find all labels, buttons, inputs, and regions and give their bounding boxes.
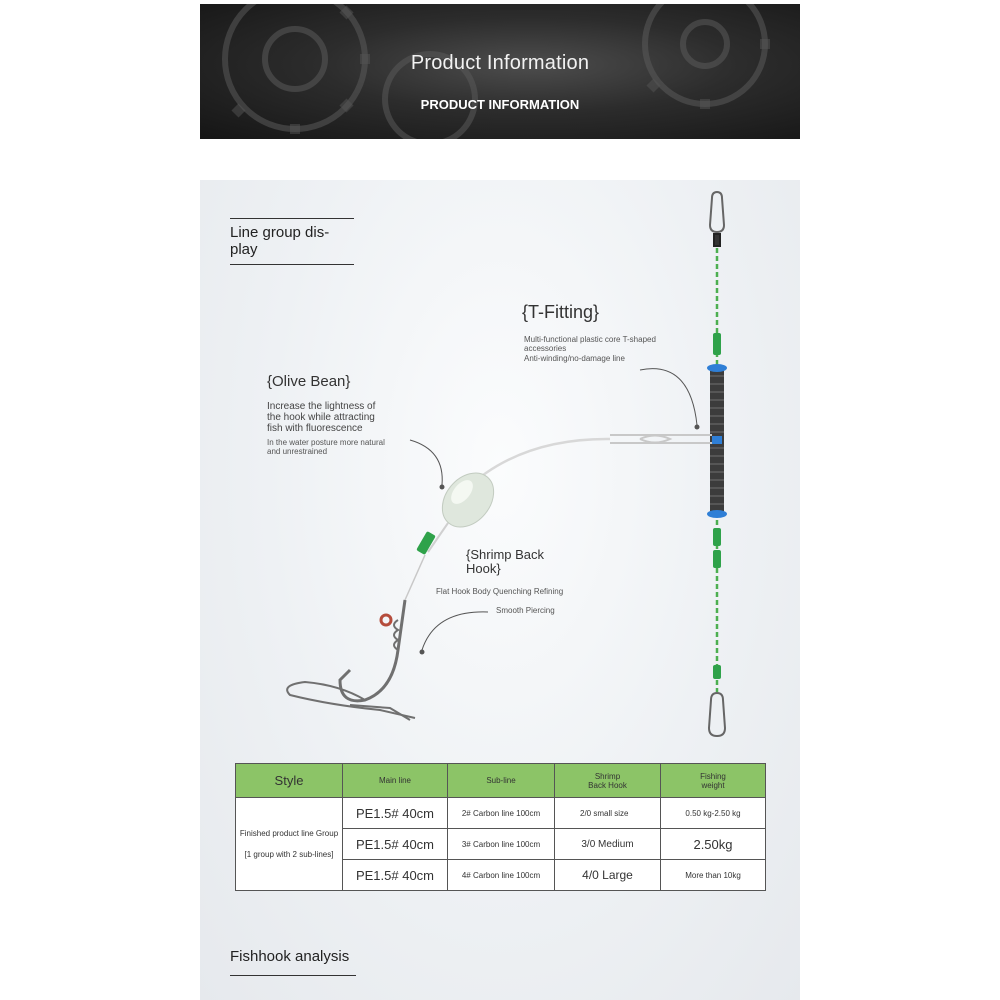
- t-fitting-desc-2: Anti-winding/no-damage line: [524, 354, 625, 363]
- header-main-line: Main line: [343, 764, 448, 798]
- t-fitting-arm: [610, 435, 712, 443]
- section-title-line-group: Line group dis- play: [230, 224, 330, 258]
- section-heading-line-group: [230, 218, 354, 265]
- cell-hook: 3/0 Medium: [555, 829, 661, 860]
- top-snap-swivel: [710, 192, 724, 246]
- table-header-row: [236, 764, 766, 798]
- section-heading-fishhook: [230, 945, 360, 976]
- cell-main-line: PE1.5# 40cm: [343, 860, 448, 891]
- hook-ring: [381, 615, 391, 625]
- heading-rule-bottom: [230, 975, 356, 976]
- cell-main-line: PE1.5# 40cm: [343, 829, 448, 860]
- shrimp-back-hook: [287, 600, 415, 720]
- header-sub-line: Sub-line: [448, 764, 555, 798]
- float-sleeve: [416, 531, 436, 555]
- cell-hook: 4/0 Large: [555, 860, 661, 891]
- t-fitting-coil: [707, 364, 727, 518]
- shrimp-hook-desc-2: Smooth Piercing: [496, 606, 555, 615]
- style-cell-line-2: [1 group with 2 sub-lines]: [244, 850, 334, 859]
- banner: [200, 4, 800, 139]
- product-panel: [200, 180, 800, 1000]
- olive-bean-float: [432, 463, 504, 537]
- banner-subtitle: PRODUCT INFORMATION: [420, 97, 580, 112]
- cell-weight: 0.50 kg-2.50 kg: [661, 798, 766, 829]
- olive-bean-title: {Olive Bean}: [267, 373, 351, 390]
- banner-title: Product Information: [410, 52, 590, 74]
- bottom-snap: [709, 693, 725, 736]
- section-title-fishhook: Fishhook analysis: [230, 948, 350, 965]
- header-weight: Fishing weight: [661, 764, 766, 798]
- style-cell: [236, 798, 343, 891]
- style-cell-line-1: Finished product line Group: [239, 829, 339, 838]
- shrimp-callout-curve: [422, 612, 488, 650]
- t-fitting-desc-1: Multi-functional plastic core T-shaped accessories: [524, 335, 656, 353]
- table-row: [236, 798, 766, 829]
- cell-sub-line: 4# Carbon line 100cm: [448, 860, 555, 891]
- shrimp-hook-title: {Shrimp Back Hook}: [466, 547, 545, 576]
- header-hook: Shrimp Back Hook: [555, 764, 661, 798]
- header-style: Style: [236, 764, 343, 798]
- spec-table: [235, 763, 766, 891]
- olive-bean-desc-2: In the water posture more natural and unrestrained: [267, 438, 385, 456]
- cell-sub-line: 2# Carbon line 100cm: [448, 798, 555, 829]
- heading-rule-bottom: [230, 264, 354, 265]
- t-fitting-callout-curve: [640, 369, 697, 425]
- t-fitting-title: {T-Fitting}: [522, 302, 600, 322]
- olive-bean-desc: Increase the lightness of the hook while attracting fish with fluorescence: [267, 401, 376, 434]
- line-group-diagram: [200, 180, 800, 760]
- cell-weight: 2.50kg: [661, 829, 766, 860]
- shrimp-hook-desc-1: Flat Hook Body Quenching Refining: [436, 587, 564, 596]
- olive-callout-curve: [410, 440, 442, 485]
- cell-main-line: PE1.5# 40cm: [343, 798, 448, 829]
- cell-hook: 2/0 small size: [555, 798, 661, 829]
- cell-weight: More than 10kg: [661, 860, 766, 891]
- cell-sub-line: 3# Carbon line 100cm: [448, 829, 555, 860]
